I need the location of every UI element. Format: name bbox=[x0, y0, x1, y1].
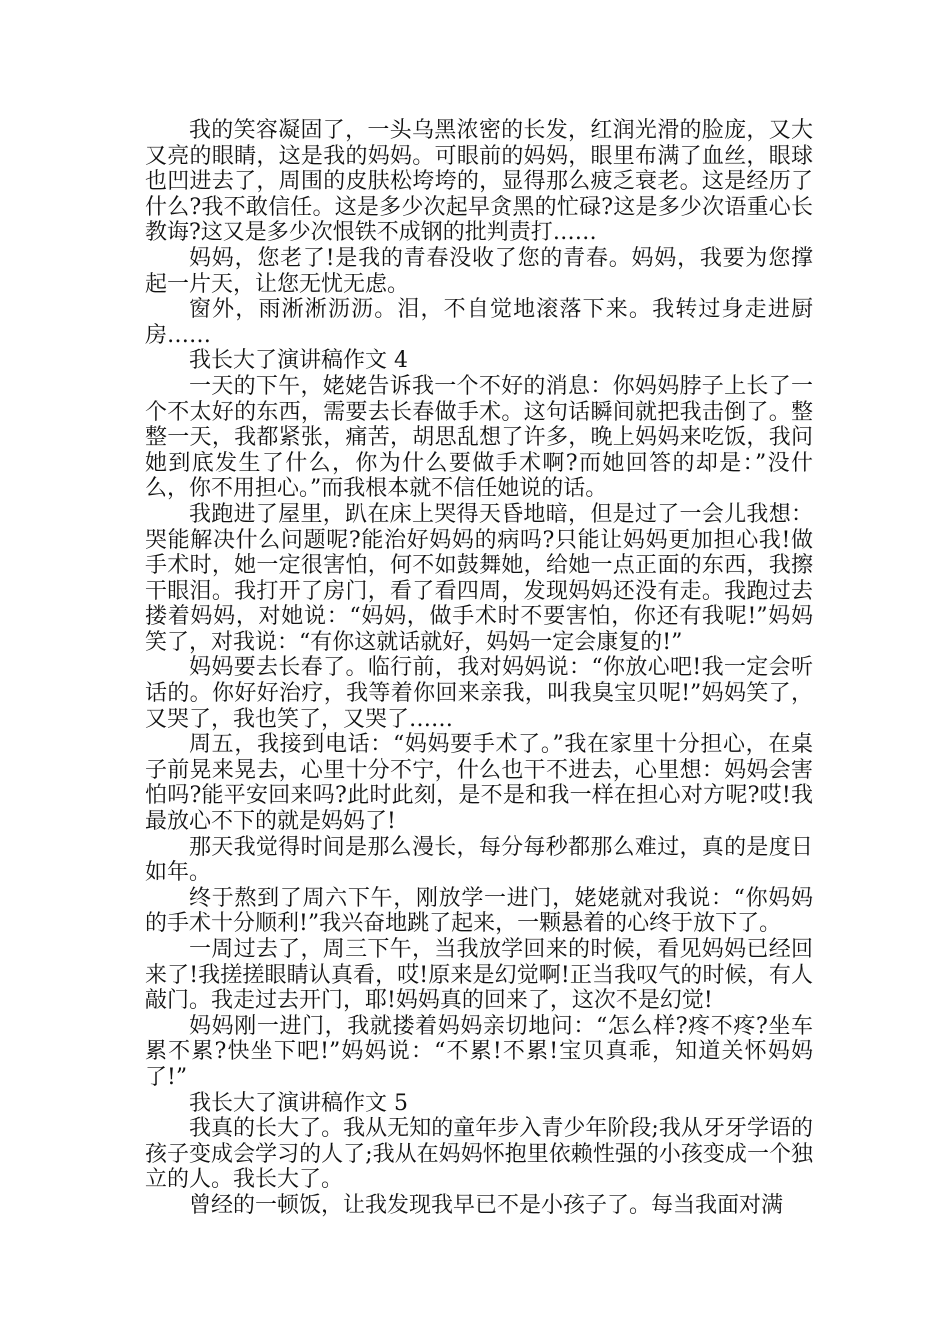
paragraph: 曾经的一顿饭，让我发现我早已不是小孩子了。每当我面对满 bbox=[189, 1192, 784, 1218]
paragraph: 我跑进了屋里，趴在床上哭得天昏地暗，但是过了一会儿我想：哭能解决什么问题呢?能治好妈妈的病吗?只能让妈妈更加担心我!做手术时，她一定很害怕，何不如鼓舞她，给她一点正面的东西，我擦干眼泪。我打开了房门，看了看四周，发现妈妈还没有走。我跑过去搂着妈妈，对她说：“妈妈，做手术时不要害怕，你还有我呢!”妈妈笑了，对我说：“有你这就话就好，妈妈一定会康复的!” bbox=[145, 501, 813, 655]
paragraph: 周五，我接到电话：“妈妈要手术了。”我在家里十分担心，在桌子前晃来晃去，心里十分不宁，什么也干不进去，心里想：妈妈会害怕吗?能平安回来吗?此时此刻，是不是和我一样在担心对方呢?哎!我最放心不下的就是妈妈了! bbox=[145, 732, 813, 835]
paragraph: 妈妈要去长春了。临行前，我对妈妈说：“你放心吧!我一定会听话的。你好好治疗，我等着你回来亲我，叫我臭宝贝呢!”妈妈笑了，又哭了，我也笑了，又哭了…… bbox=[145, 655, 813, 732]
paragraph: 窗外，雨淅淅沥沥。泪，不自觉地滚落下来。我转过身走进厨房…… bbox=[145, 297, 813, 348]
paragraph: 一天的下午，姥姥告诉我一个不好的消息：你妈妈脖子上长了一个不太好的东西，需要去长春做手术。这句话瞬间就把我击倒了。整整一天，我都紧张，痛苦，胡思乱想了许多，晚上妈妈来吃饭，我问她到底发生了什么，你为什么要做手术啊?而她回答的却是：”没什么，你不用担心。”而我根本就不信任她说的话。 bbox=[145, 373, 813, 502]
paragraph: 我真的长大了。我从无知的童年步入青少年阶段;我从牙牙学语的孩子变成会学习的人了;我从在妈妈怀抱里依赖性强的小孩变成一个独立的人。我长大了。 bbox=[145, 1116, 813, 1193]
section-heading: 我长大了演讲稿作文 4 bbox=[189, 348, 408, 374]
paragraph: 一周过去了，周三下午，当我放学回来的时候，看见妈妈已经回来了!我搓搓眼睛认真看，哎!原来是幻觉啊!正当我叹气的时候，有人敲门。我走过去开门，耶!妈妈真的回来了，这次不是幻觉! bbox=[145, 937, 813, 1014]
section-heading: 我长大了演讲稿作文 5 bbox=[189, 1090, 408, 1116]
paragraph: 终于熬到了周六下午，刚放学一进门，姥姥就对我说：“你妈妈的手术十分顺利!”我兴奋地跳了起来，一颗悬着的心终于放下了。 bbox=[145, 885, 813, 937]
paragraph: 那天我觉得时间是那么漫长，每分每秒都那么难过，真的是度日如年。 bbox=[145, 834, 813, 886]
paragraph: 妈妈，您老了!是我的青春没收了您的青春。妈妈，我要为您撑起一片天，让您无忧无虑。 bbox=[145, 245, 813, 297]
paragraph: 我的笑容凝固了，一头乌黑浓密的长发，红润光滑的脸庞，又大又亮的眼睛，这是我的妈妈。可眼前的妈妈，眼里布满了血丝，眼球也凹进去了，周围的皮肤松垮垮的，显得那么疲乏衰老。这是经历了什么?我不敢信任。这是多少次起早贪黑的忙碌?这是多少次语重心长教诲?这又是多少次恨铁不成钢的批判责打…… bbox=[145, 118, 813, 246]
paragraph: 妈妈刚一进门，我就搂着妈妈亲切地问：“怎么样?疼不疼?坐车累不累?快坐下吧!”妈妈说：“不累!不累!宝贝真乖，知道关怀妈妈了!” bbox=[145, 1013, 813, 1090]
document-body bbox=[145, 118, 813, 1219]
